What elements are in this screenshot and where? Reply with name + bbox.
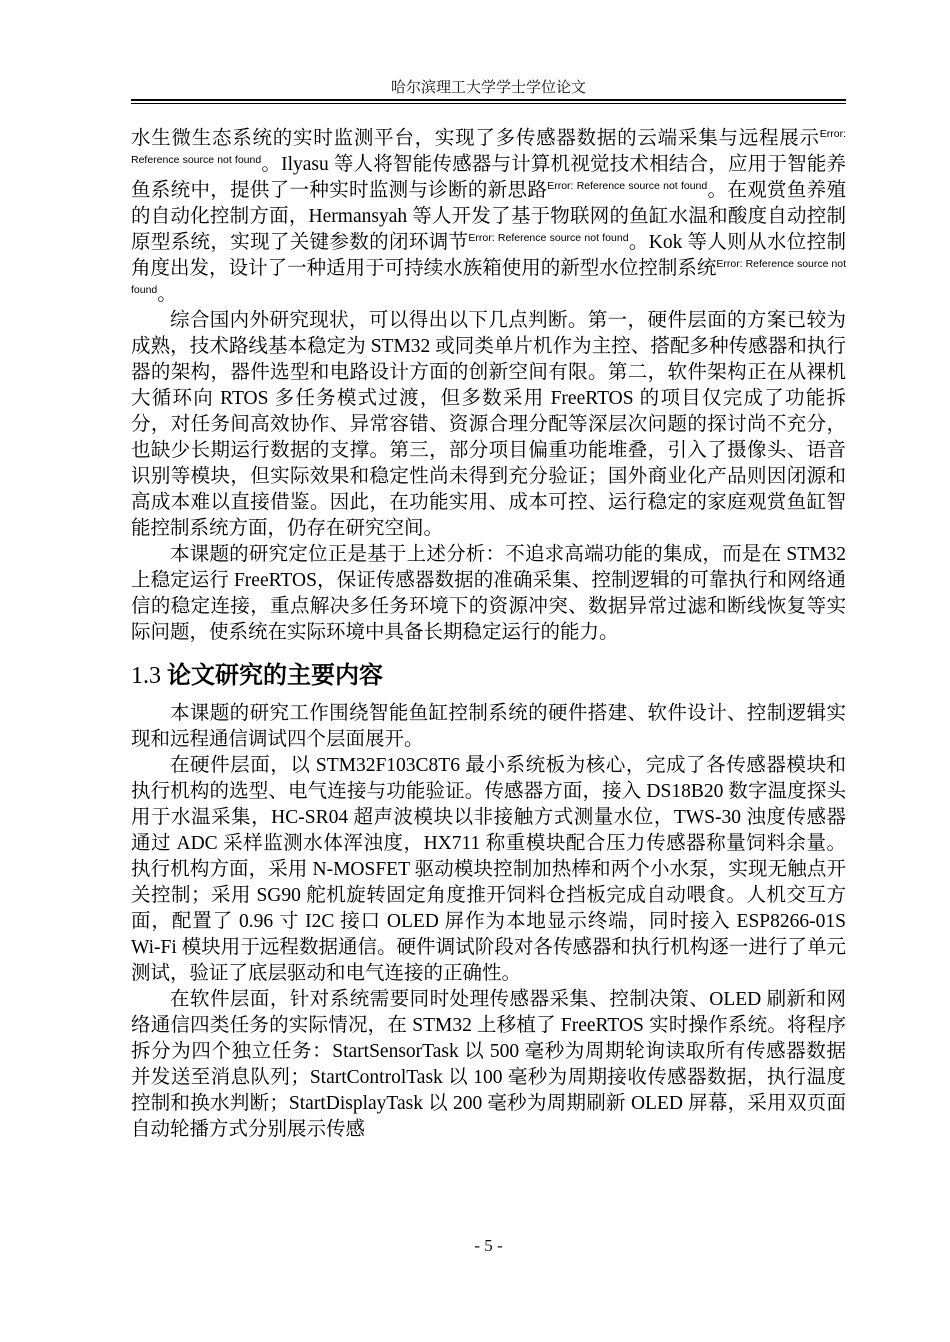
citation-error-ref: Error: Reference source not found xyxy=(131,128,846,166)
citation-error-ref: Error: Reference source not found xyxy=(547,180,708,192)
text-segment: 。 xyxy=(157,284,177,305)
text-segment: 。Kok 等人则从水位控制角度出发，设计了一种适用于可持续水族箱使用的新型水位控制系统 xyxy=(131,232,846,279)
header-rule-thin xyxy=(131,103,846,104)
text-segment: 。在观赏鱼养殖的自动化控制方面，Hermansyah 等人开发了基于物联网的鱼缸水温和酸度自动控制原型系统，实现了关键参数的闭环调节 xyxy=(131,180,846,253)
citation-error-ref: Error: Reference source not found xyxy=(468,232,629,244)
paragraph-main-content-intro: 本课题的研究工作围绕智能鱼缸控制系统的硬件搭建、软件设计、控制逻辑实现和远程通信调试四个层面展开。 xyxy=(131,703,846,750)
running-header: 哈尔滨理工大学学士学位论文 xyxy=(390,78,586,96)
paragraph-literature-continued xyxy=(131,126,846,308)
paragraph-software-layer: 在软件层面，针对系统需要同时处理传感器采集、控制决策、OLED 刷新和网络通信四类任务的实际情况，在 STM32 上移植了 FreeRTOS 实时操作系统。将程序拆分为四个独立任务：StartSensorTask 以 500 毫秒为周期轮询读取所有传感器数据并发送至消息队列；StartControlTask 以 100 毫秒为周期接收传感器数据，执行温度控制和换水判断；StartDisplayTask 以 200 毫秒为周期刷新 OLED 屏幕，采用双页面自动轮播方式分别展示传感 xyxy=(131,989,846,1140)
section-title: 论文研究的主要内容 xyxy=(167,661,383,689)
header-rule-thick xyxy=(131,99,846,101)
paragraph-hardware-layer: 在硬件层面，以 STM32F103C8T6 最小系统板为核心，完成了各传感器模块和执行机构的选型、电气连接与功能验证。传感器方面，接入 DS18B20 数字温度探头用于水温采集，HC-SR04 超声波模块以非接触方式测量水位，TWS-30 浊度传感器通过 ADC 采样监测水体浑浊度，HX711 称重模块配合压力传感器称量饲料余量。执行机构方面，采用 N-MOSFET 驱动模块控制加热棒和两个小水泵，实现无触点开关控制；采用 SG90 舵机旋转固定角度推开饲料仓挡板完成自动喂食。人机交互方面，配置了 0.96 寸 I2C 接口 OLED 屏作为本地显示终端，同时接入 ESP8266-01S Wi-Fi 模块用于远程数据通信。硬件调试阶段对各传感器和执行机构逐一进行了单元测试，验证了底层驱动和电气连接的正确性。 xyxy=(131,755,846,984)
paragraph-research-positioning: 本课题的研究定位正是基于上述分析：不追求高端功能的集成，而是在 STM32 上稳定运行 FreeRTOS，保证传感器数据的准确采集、控制逻辑的可靠执行和网络通信的稳定连接，重点解决多任务环境下的资源冲突、数据异常过滤和断线恢复等实际问题，使系统在实际环境中具备长期稳定运行的能力。 xyxy=(131,544,846,643)
text-segment: 。Ilyasu 等人将智能传感器与计算机视觉技术相结合，应用于智能养鱼系统中，提供了一种实时监测与诊断的新思路 xyxy=(131,154,846,201)
page-number: - 5 - xyxy=(474,1236,503,1255)
section-number: 1.3 xyxy=(131,663,161,689)
section-heading xyxy=(131,658,846,693)
body-text xyxy=(131,126,846,1143)
paragraph-research-summary: 综合国内外研究现状，可以得出以下几点判断。第一，硬件层面的方案已较为成熟，技术路线基本稳定为 STM32 或同类单片机作为主控、搭配多种传感器和执行器的架构，器件选型和电路设计方面的创新空间有限。第二，软件架构正在从裸机大循环向 RTOS 多任务模式过渡，但多数采用 FreeRTOS 的项目仅完成了功能拆分，对任务间高效协作、异常容错、资源合理分配等深层次问题的探讨尚不充分，也缺少长期运行数据的支撑。第三，部分项目偏重功能堆叠，引入了摄像头、语音识别等模块，但实际效果和稳定性尚未得到充分验证；国外商业化产品则因闭源和高成本难以直接借鉴。因此，在功能实用、成本可控、运行稳定的家庭观赏鱼缸智能控制系统方面，仍存在研究空间。 xyxy=(131,310,846,539)
text-segment: 水生微生态系统的实时监测平台，实现了多传感器数据的云端采集与远程展示 xyxy=(131,128,820,149)
citation-error-ref: Error: Reference source not found xyxy=(131,258,846,296)
